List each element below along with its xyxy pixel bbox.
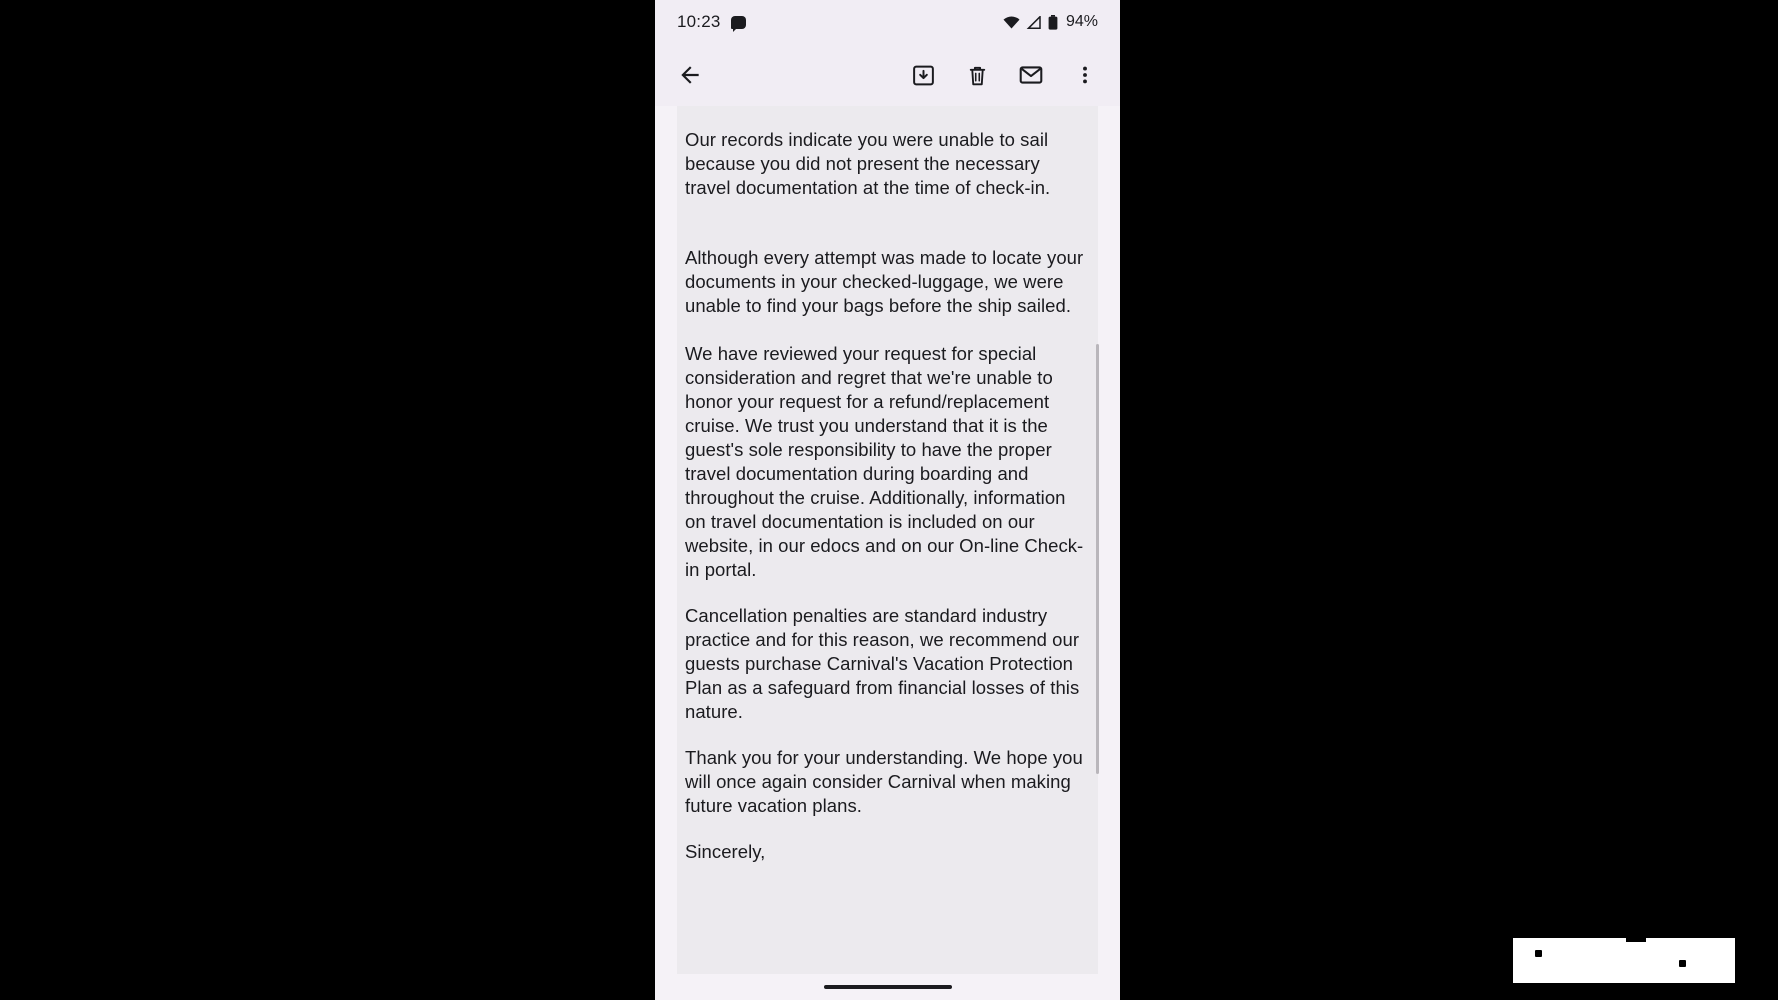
overlay-dash [1626,938,1646,942]
phone-viewport [655,0,1120,1000]
home-gesture-pill[interactable] [824,985,952,989]
email-paragraph: We have reviewed your request for special consideration and regret that we're unable to honor your request for a refund/replacement cruise. We trust you understand that it is the guest's sole responsibility to have the proper travel documentation during boarding and throughout the cruise. Additionally, information on travel documentation is included on our website, in our edocs and on our On-line Check-in portal. [685,343,1084,580]
email-paragraph: Our records indicate you were unable to sail because you did not present the necessary travel documentation at the time of check-in. [685,129,1051,198]
chat-bubble-icon [731,16,746,29]
status-bar [655,0,1120,44]
delete-button[interactable] [960,58,994,92]
more-options-button[interactable] [1068,58,1102,92]
paragraph-spacer [685,200,1090,246]
toolbar-left [673,58,707,92]
email-body-card [677,106,1098,1000]
overlay-panel [1513,938,1735,983]
status-bar-right [1003,13,1098,31]
battery-percentage: 94% [1065,13,1098,30]
system-navigation-bar [655,974,1120,1000]
battery-icon [1048,15,1058,30]
email-toolbar [655,44,1120,106]
status-time: 10:23 [677,12,721,31]
email-paragraph: Thank you for your understanding. We hope you will once again consider Carnival when making future vacation plans. [685,747,1083,816]
email-body-scroll[interactable] [655,106,1120,1000]
status-bar-left [677,12,746,32]
scrollbar-thumb[interactable] [1096,344,1099,774]
email-signoff: Sincerely, [685,841,766,862]
paragraph-spacer [685,724,1090,746]
paragraph-spacer [685,582,1090,604]
cell-signal-icon [1026,16,1041,29]
email-paragraph: Cancellation penalties are standard industry practice and for this reason, we recommend our guests purchase Carnival's Vacation Protection Plan as a safeguard from financial losses of this nature. [685,605,1080,722]
back-button[interactable] [673,58,707,92]
archive-button[interactable] [906,58,940,92]
mark-unread-button[interactable] [1014,58,1048,92]
wifi-icon [1003,16,1019,29]
toolbar-actions [906,58,1102,92]
paragraph-spacer [685,818,1090,840]
email-paragraph: Although every attempt was made to locate your documents in your checked-luggage, we were unable to find your bags before the ship sailed. [685,247,1084,316]
overlay-dot [1535,950,1542,957]
paragraph-spacer [685,318,1090,342]
overlay-dot [1679,960,1686,967]
